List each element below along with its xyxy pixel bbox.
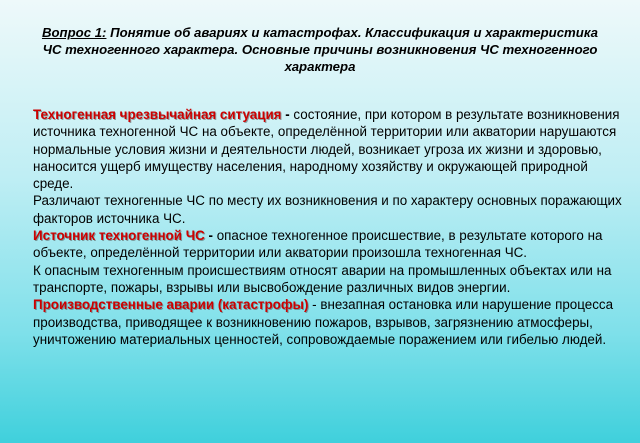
definition-dash: - <box>204 228 217 244</box>
definition-term: Техногенная чрезвычайная ситуация <box>33 107 282 122</box>
definition-term: Источник техногенной ЧС <box>33 228 205 244</box>
slide-title <box>40 24 600 75</box>
definition-paragraph <box>33 106 623 192</box>
paragraph-text: Различают техногенные ЧС по месту их возникновения и по характеру основных поражающих факторов источника ЧС. <box>33 193 622 226</box>
definition-text: внезапная остановка или нарушение процесса производства, приводящее к возникновению пожаров, взрывов, загрязнению атмосферы, уничтожению материальных ценностей, сопровождаемые поражением или гибелью людей. <box>33 297 614 347</box>
title-text: Понятие об авариях и катастрофах. Классификация и характеристика ЧС техногенного характера. Основные причины возникновения ЧС техногенного характера <box>42 25 599 74</box>
definition-paragraph <box>33 227 623 262</box>
body-paragraph <box>33 192 623 227</box>
definition-text: опасное техногенное происшествие, в результате которого на объекте, определённой территории или акватории произошла техногенная ЧС. <box>33 228 603 261</box>
definition-dash: - <box>308 297 321 313</box>
paragraph-text: К опасным техногенным происшествиям относят аварии на промышленных объектах или на транспорте, пожары, взрывы или высвобождение различных видов энергии. <box>33 262 612 295</box>
definition-term: Производственные аварии (катастрофы) <box>33 297 309 313</box>
body-paragraph <box>33 262 623 297</box>
title-prefix: Вопрос 1: <box>41 25 107 40</box>
slide-body <box>33 106 623 348</box>
definition-dash: - <box>281 107 294 122</box>
definition-text: состояние, при котором в результате возникновения источника техногенной ЧС на объекте, определённой территории или акватории нарушаются нормальные условия жизни и деятельности людей, возникает угроза их жизни и здоровью, наносится ущерб имуществу населения, народному хозяйству и окружающей природной среде. <box>33 107 620 192</box>
definition-paragraph <box>33 296 623 348</box>
